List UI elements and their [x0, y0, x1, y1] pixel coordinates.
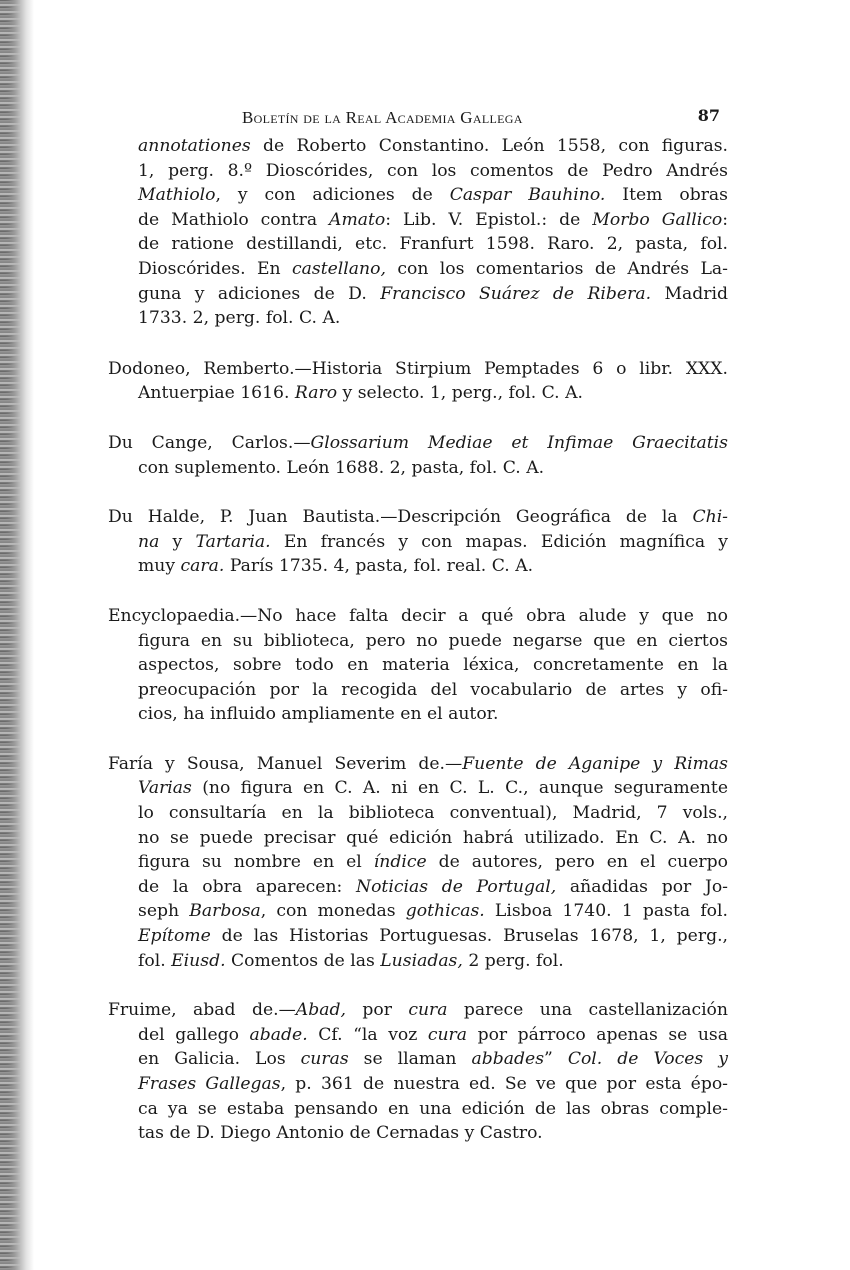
italic-text: curas — [300, 1049, 349, 1070]
text-line — [108, 357, 728, 382]
text: en Galicia. Los — [138, 1049, 301, 1070]
text-line — [108, 306, 728, 331]
text: Cf. “la voz — [307, 1024, 428, 1045]
italic-text: cara. — [180, 556, 225, 577]
bibliography-entry — [108, 505, 728, 579]
italic-text: castellano, — [292, 258, 386, 279]
text: Antuerpiae 1616. — [138, 383, 295, 404]
italic-text: na — [138, 531, 160, 552]
text: lo consultaría en la biblioteca conventual), Madrid, 7 vols., — [138, 803, 728, 824]
text-line — [108, 1097, 728, 1122]
text: Faría y Sousa, Manuel Severim de.— — [108, 753, 463, 774]
italic-text: Lusiadas, — [380, 950, 463, 971]
text: parece una castellanización — [447, 1000, 728, 1021]
text: de la obra aparecen: — [138, 876, 357, 897]
text-line — [108, 381, 728, 406]
page-body — [108, 134, 728, 1171]
text: Du Cange, Carlos.— — [108, 432, 311, 453]
italic-text: Caspar Bauhino. — [449, 185, 606, 206]
italic-text: Morbo Gallico — [592, 209, 723, 230]
italic-text: annotationes — [138, 136, 251, 156]
page-header — [108, 106, 720, 130]
text-line — [108, 1047, 728, 1072]
text-line — [108, 505, 728, 530]
text: de autores, pero en el cuerpo — [426, 852, 728, 873]
text: y — [159, 531, 196, 552]
text: Lisboa 1740. 1 pasta fol. — [484, 901, 728, 922]
italic-text: cura — [408, 1000, 448, 1021]
text: por — [345, 1000, 409, 1021]
text: y selecto. 1, perg., fol. C. A. — [337, 383, 583, 404]
text-line — [108, 875, 728, 900]
text: no se puede precisar qué edición habrá utilizado. En C. A. no — [138, 827, 728, 848]
italic-text: Col. de Voces y — [567, 1049, 728, 1070]
text: muy — [138, 556, 181, 577]
text-line — [108, 653, 728, 678]
text-line — [108, 850, 728, 875]
text: de las Historias Portuguesas. Bruselas 1678, 1, perg., — [210, 926, 728, 947]
text: Item obras — [605, 185, 728, 206]
italic-text: gothicas. — [405, 901, 485, 922]
text-line — [108, 998, 728, 1023]
text-line — [108, 949, 728, 974]
italic-text: Chi- — [692, 507, 728, 528]
italic-text: abbades — [471, 1049, 545, 1070]
italic-text: Mathiolo — [138, 185, 216, 206]
text: 1733. 2, perg. fol. C. A. — [138, 308, 341, 329]
text-line — [108, 752, 728, 777]
text-line — [108, 431, 728, 456]
text: Comentos de las — [225, 950, 381, 971]
text: París 1735. 4, pasta, fol. real. C. A. — [224, 556, 534, 577]
text: 2 perg. fol. — [462, 950, 564, 971]
text-line — [108, 282, 728, 307]
text: figura su nombre en el — [138, 852, 374, 873]
text-line — [108, 1121, 728, 1146]
text-line — [108, 530, 728, 555]
italic-text: Amato — [329, 209, 386, 230]
text: de Mathiolo contra — [138, 209, 330, 230]
text: fol. — [138, 950, 172, 971]
page-number: 87 — [697, 106, 720, 125]
text: cios, ha influido ampliamente en el autor. — [138, 704, 499, 725]
text: ” — [544, 1049, 568, 1070]
text: , y con adiciones de — [215, 185, 450, 206]
text-line — [108, 826, 728, 851]
text: 1, perg. 8.º Dioscórides, con los comentos de Pedro Andrés — [138, 160, 728, 181]
text-line — [108, 232, 728, 257]
text-line — [108, 776, 728, 801]
text-line — [108, 899, 728, 924]
text: Dodoneo, Remberto.—Historia Stirpium Pemptades 6 o libr. XXX. — [108, 358, 728, 379]
entry-continuation — [108, 134, 728, 331]
italic-text: índice — [373, 852, 427, 873]
text: por párroco apenas se usa — [467, 1024, 728, 1045]
text-line — [108, 702, 728, 727]
text-line — [108, 1072, 728, 1097]
italic-text: Frases Gallegas — [138, 1074, 281, 1094]
text-line — [108, 456, 728, 481]
text: : Lib. V. Epistol.: de — [385, 209, 593, 230]
italic-text: Raro — [294, 383, 338, 404]
italic-text: Abad, — [295, 1000, 346, 1021]
text: se llaman — [348, 1049, 472, 1070]
text-line — [108, 134, 728, 159]
italic-text: Varias — [138, 778, 192, 799]
bibliography-entry — [108, 357, 728, 406]
italic-text: Fuente de Aganipe y Rimas — [462, 753, 728, 774]
text: ca ya se estaba pensando en una edición de las obras comple- — [138, 1098, 728, 1119]
italic-text: Barbosa — [189, 901, 261, 922]
bibliography-entry — [108, 431, 728, 480]
bibliography-entry — [108, 604, 728, 727]
running-title: Boletín de la Real Academia Gallega — [242, 108, 523, 127]
text: aspectos, sobre todo en materia léxica, concretamente en la — [138, 655, 728, 676]
text: preocupación por la recogida del vocabulario de artes y ofi- — [138, 679, 728, 700]
text: figura en su biblioteca, pero no puede negarse que en ciertos — [138, 630, 728, 651]
text-line — [108, 257, 728, 282]
italic-text: Noticias de Portugal, — [356, 876, 557, 897]
text-line — [108, 801, 728, 826]
text: Du Halde, P. Juan Bautista.—Descripción Geográfica de la — [108, 507, 693, 528]
bibliography-entry — [108, 752, 728, 973]
text: (no figura en C. A. ni en C. L. C., aunque seguramente — [191, 778, 728, 799]
italic-text: Eiusd. — [171, 950, 226, 971]
text-line — [108, 208, 728, 233]
text: guna y adiciones de D. — [138, 283, 381, 304]
text: con los comentarios de Andrés La- — [385, 258, 728, 279]
text: : — [722, 209, 728, 230]
text-line — [108, 183, 728, 208]
text: con suplemento. León 1688. 2, pasta, fol. C. A. — [138, 457, 545, 478]
text: Encyclopaedia.—No hace falta decir a qué obra alude y que no — [108, 605, 728, 626]
text: seph — [138, 901, 190, 922]
text-line — [108, 924, 728, 949]
text-line — [108, 629, 728, 654]
text: Fruime, abad de.— — [108, 1000, 296, 1021]
italic-text: Tartaria. — [195, 531, 271, 552]
bibliography-entry — [108, 998, 728, 1146]
text: , con monedas — [260, 901, 406, 922]
text-line — [108, 1023, 728, 1048]
text-line — [108, 554, 728, 579]
italic-text: Epítome — [138, 926, 211, 947]
text: En francés y con mapas. Edición magnífica y — [270, 531, 728, 552]
text: Madrid — [651, 283, 729, 304]
italic-text: Glossarium Mediae et Infimae Graecitatis — [310, 432, 728, 453]
italic-text: cura — [427, 1024, 468, 1045]
italic-text: Francisco Suárez de Ribera. — [380, 283, 652, 304]
text-line — [108, 159, 728, 184]
text-line — [108, 604, 728, 629]
text: Dioscórides. En — [138, 258, 293, 279]
text-line — [108, 678, 728, 703]
text: , p. 361 de nuestra ed. Se ve que por esta épo- — [280, 1074, 728, 1094]
scan-edge — [0, 0, 34, 1270]
text: de ratione destillandi, etc. Franfurt 1598. Raro. 2, pasta, fol. — [138, 234, 728, 255]
text: del gallego — [138, 1024, 250, 1045]
text: tas de D. Diego Antonio de Cernadas y Castro. — [138, 1123, 543, 1144]
text: de Roberto Constantino. León 1558, con figuras. — [250, 136, 728, 156]
text: añadidas por Jo- — [556, 876, 728, 897]
italic-text: abade. — [249, 1024, 308, 1045]
